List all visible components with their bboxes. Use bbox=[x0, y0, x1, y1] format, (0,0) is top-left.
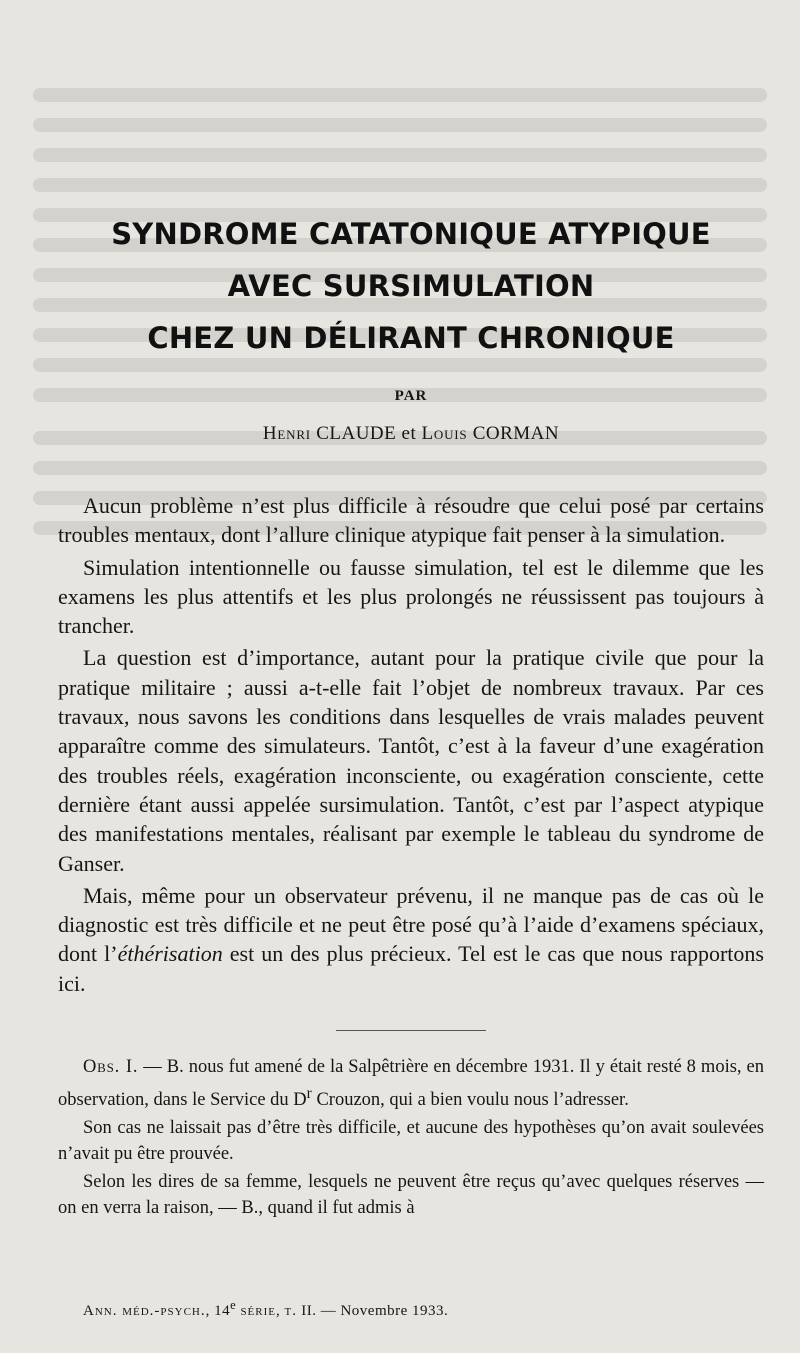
footer-series-number: 14 bbox=[214, 1303, 231, 1319]
author-conjunction: et bbox=[401, 423, 417, 444]
par-label: PAR bbox=[394, 388, 428, 404]
section-divider bbox=[336, 1030, 486, 1031]
footer-tome: t. bbox=[284, 1303, 297, 1319]
paragraph-4-start: Mais, même pour un observateur prévenu, il ne manque pas de cas où le diagnostic est très difficile et ne peut être posé qu’à l’aide d’examens spéciaux, dont l’ bbox=[58, 882, 764, 967]
author1-last-name: CLAUDE bbox=[316, 423, 397, 444]
footer-rest: II. — Novembre 1933. bbox=[296, 1303, 449, 1319]
title-line-1: SYNDROME CATATONIQUE ATYPIQUE bbox=[111, 217, 711, 251]
author2-last-name: CORMAN bbox=[472, 423, 560, 444]
article-title bbox=[58, 208, 764, 364]
observation-label: Obs. I. bbox=[83, 1057, 139, 1078]
paragraph-3: La question est d’importance, autant pour la pratique civile que pour la pratique militaire ; aussi a-t-elle fait l’objet de nombreux travaux. Par ces travaux, nous savons les conditions dans lesquelles de vrais malades peuvent apparaître comme des simulateurs. Tantôt, c’est à la faveur d’une exagération des troubles réels, exagération inconsciente, ou exagération consciente, cette dernière étant aussi appelée sursimulation. Tantôt, c’est par l’aspect atypique des manifestations mentales, réalisant par exemple le tableau du syndrome de Ganser. bbox=[58, 645, 764, 876]
title-line-3: CHEZ UN DÉLIRANT CHRONIQUE bbox=[147, 321, 675, 355]
observation-paragraph-1 bbox=[58, 1055, 764, 1113]
main-text bbox=[58, 491, 764, 998]
author2-first-name: Louis bbox=[421, 423, 468, 444]
authors bbox=[58, 423, 764, 445]
observation-paragraph-3: Selon les dires de sa femme, lesquels ne peuvent être reçus qu’avec quelques réserves — on en verra la raison, — B., quand il fut admis à bbox=[58, 1172, 764, 1218]
observation-paragraph-2: Son cas ne laissait pas d’être très difficile, et aucune des hypothèses qu’on avait soulevées n’avait pu être prouvée. bbox=[58, 1118, 764, 1164]
footer-journal: Ann. méd.-psych. bbox=[83, 1303, 206, 1319]
journal-footer: Ann. méd.-psych., 14e série, t. II. — Novembre 1933. bbox=[83, 1298, 449, 1319]
paragraph-2: Simulation intentionnelle ou fausse simulation, tel est le dilemme que les examens les plus attentifs et les plus prolongés ne réussissent pas toujours à trancher. bbox=[58, 554, 764, 639]
observation-text bbox=[58, 1055, 764, 1221]
footer-series-word: série bbox=[240, 1303, 276, 1319]
observation-text-1-end: Crouzon, qui a bien voulu nous l’adresser. bbox=[311, 1089, 629, 1110]
paragraph-1: Aucun problème n’est plus difficile à résoudre que celui posé par certains troubles mentaux, dont l’allure clinique atypique fait penser à la simulation. bbox=[58, 493, 764, 548]
paragraph-4-end: est un des plus précieux. Tel est le cas que nous rapportons ici. bbox=[58, 941, 764, 996]
observation-superscript: r bbox=[306, 1084, 312, 1102]
observation-text-1: — B. nous fut amené de la Salpêtrière en décembre 1931. Il y était resté 8 mois, en observation, dans le Service du D bbox=[58, 1057, 764, 1110]
footer-series-superscript: e bbox=[230, 1298, 237, 1312]
title-line-2: AVEC SURSIMULATION bbox=[227, 269, 595, 303]
article-content bbox=[58, 208, 764, 1221]
paragraph-4 bbox=[58, 881, 764, 998]
paragraph-4-emphasis: éthérisation bbox=[117, 941, 223, 967]
author1-first-name: Henri bbox=[262, 423, 311, 444]
